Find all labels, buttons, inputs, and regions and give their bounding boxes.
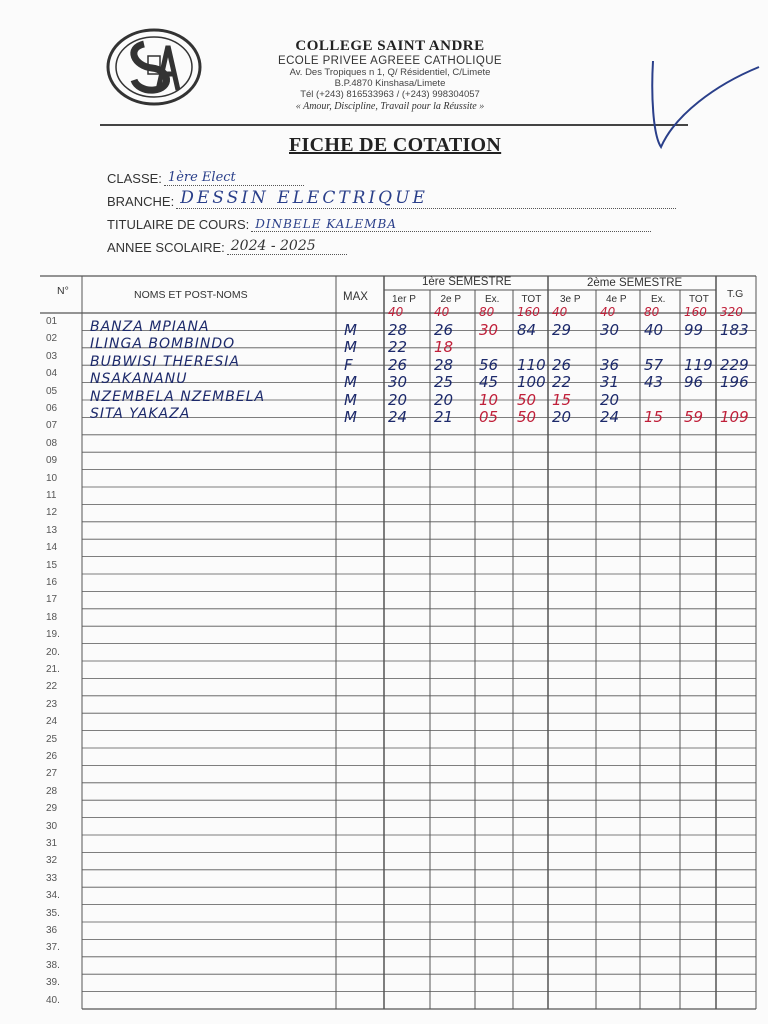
grade-cell: 05	[479, 408, 499, 426]
row-number-label: 16	[46, 577, 58, 588]
student-name: NZEMBELA NZEMBELA	[90, 388, 266, 405]
student-name: BANZA MPIANA	[90, 319, 210, 335]
row-number-label: 17	[46, 594, 58, 606]
row-number-label: 08	[46, 437, 58, 449]
row-number-label: 09	[46, 455, 58, 467]
grade-cell: 24	[388, 408, 408, 426]
row-number-label: 07	[46, 420, 58, 432]
grade-cell: 96	[684, 373, 704, 392]
branche-value: DESSIN ELECTRIQUE	[180, 188, 428, 208]
titulaire-value: DINBELE KALEMBA	[255, 217, 397, 231]
col-header-max: MAX	[343, 291, 368, 303]
annee-label: ANNEE SCOLAIRE:	[107, 240, 225, 255]
grade-cell: 30	[388, 373, 408, 392]
col-header-number: N°	[57, 285, 69, 297]
student-name: ILINGA BOMBINDO	[90, 336, 236, 353]
branche-label: BRANCHE:	[107, 194, 175, 209]
sub-header-cell: Ex.	[485, 294, 500, 305]
annee-value: 2024 - 2025	[230, 238, 316, 254]
row-number-label: 24	[46, 716, 58, 728]
grade-cell: 40	[644, 321, 664, 339]
titulaire-label: TITULAIRE DE COURS:	[107, 217, 250, 232]
grade-cell: 50	[517, 408, 537, 426]
classe-label: CLASSE:	[107, 171, 162, 186]
form-title: FICHE DE COTATION	[289, 134, 502, 156]
sub-header-cell: 3e P	[560, 294, 581, 305]
max-points-cell: 40	[434, 305, 450, 319]
max-points-cell: 80	[479, 305, 495, 319]
grade-cell: 43	[644, 373, 664, 392]
grade-cell: 99	[684, 321, 704, 339]
row-number-label: 23	[46, 698, 58, 710]
max-points-cell: 80	[644, 305, 660, 319]
sub-header-cell: 2e P	[440, 294, 462, 305]
row-number-label: 05	[46, 385, 58, 397]
col-header-total-general: T.G	[727, 288, 744, 300]
row-number-label: 25	[46, 733, 58, 745]
grade-cell: 24	[600, 408, 620, 426]
college-name: COLLEGE SAINT ANDRE	[295, 38, 485, 54]
grade-cell: 119	[684, 355, 713, 374]
school-address: Av. Des Tropiques n 1, Q/ Résidentiel, C/Limete	[289, 67, 491, 79]
grade-cell: 36	[600, 355, 620, 374]
grade-cell: 18	[434, 338, 454, 357]
row-number-label: 40.	[46, 994, 60, 1006]
classe-value: 1ère Elect	[167, 170, 236, 185]
grade-cell: 25	[434, 373, 454, 392]
grade-cell: 22	[552, 373, 572, 392]
max-points-cell: 40	[388, 305, 404, 319]
row-number-label: 26	[46, 751, 58, 762]
sub-header-cell: TOT	[521, 294, 542, 305]
school-motto: « Amour, Discipline, Travail pour la Réussite »	[295, 101, 485, 113]
grade-cell: 30	[479, 321, 499, 339]
grade-cell: 10	[479, 390, 499, 409]
student-sex: M	[344, 373, 357, 392]
grade-cell: 29	[552, 321, 572, 339]
max-points-cell: 160	[684, 305, 707, 319]
grade-cell: 26	[434, 321, 454, 339]
grade-cell: 229	[720, 355, 749, 374]
student-name: BUBWISI THERESIA	[90, 353, 240, 370]
row-number-label: 10	[46, 472, 58, 484]
grade-cell: 56	[479, 355, 499, 374]
grade-cell: 84	[517, 321, 537, 339]
grade-cell: 26	[388, 355, 408, 374]
grade-cell: 57	[644, 355, 664, 374]
grade-cell: 30	[600, 321, 620, 339]
row-number-label: 19.	[46, 629, 60, 641]
row-number-label: 13	[46, 524, 58, 536]
row-number-label: 15	[46, 559, 58, 571]
max-points-cell: 160	[517, 305, 540, 319]
row-number-label: 06	[46, 403, 58, 414]
row-number-label: 02	[46, 333, 58, 345]
grade-cell: 22	[388, 338, 408, 357]
row-number-label: 21.	[46, 664, 60, 675]
max-points-cell: 40	[552, 305, 568, 319]
sub-header-cell: TOT	[689, 294, 709, 305]
row-number-label: 32	[46, 855, 58, 867]
max-points-cell: 40	[600, 305, 616, 319]
grade-cell: 15	[644, 408, 664, 426]
row-number-label: 30	[46, 820, 58, 832]
row-number-label: 37.	[46, 942, 60, 954]
max-points-cell: 320	[720, 305, 743, 319]
grade-cell: 109	[720, 408, 749, 426]
row-number-label: 28	[46, 785, 58, 797]
row-number-label: 01	[46, 316, 58, 327]
grade-cell: 20	[434, 390, 454, 409]
sub-header-cell: 1er P	[392, 294, 416, 305]
school-phone: Tél (+243) 816533963 / (+243) 998304057	[300, 89, 480, 101]
row-number-label: 11	[46, 490, 57, 501]
school-type: ECOLE PRIVEE AGREEE CATHOLIQUE	[278, 55, 502, 68]
row-number-label: 34.	[46, 890, 60, 902]
grade-cell: 45	[479, 373, 499, 392]
student-sex: M	[344, 321, 357, 339]
grade-cell: 20	[600, 390, 620, 409]
row-number-label: 22	[46, 681, 58, 693]
student-sex: M	[344, 408, 357, 426]
grade-cell: 183	[720, 321, 749, 339]
student-sex: F	[344, 355, 353, 374]
student-name: SITA YAKAZA	[90, 406, 191, 422]
row-number-label: 18	[46, 611, 58, 623]
grade-cell: 20	[552, 408, 572, 426]
row-number-label: 39.	[46, 977, 60, 989]
grade-cell: 15	[552, 390, 572, 409]
col-header-semester-1: 1ère SEMESTRE	[422, 276, 512, 288]
row-number-label: 33	[46, 872, 58, 884]
row-number-label: 27	[46, 768, 58, 780]
row-number-label: 20.	[46, 646, 60, 658]
row-number-label: 12	[46, 507, 58, 519]
student-sex: M	[344, 390, 357, 409]
grade-cell: 20	[388, 390, 408, 409]
col-header-names: NOMS ET POST-NOMS	[134, 289, 248, 301]
grade-cell: 110	[517, 355, 546, 374]
grade-cell: 59	[684, 408, 704, 426]
grade-cell: 28	[434, 355, 454, 374]
grade-cell: 31	[600, 373, 620, 392]
row-number-label: 35.	[46, 907, 60, 919]
row-number-label: 29	[46, 803, 58, 815]
student-sex: M	[344, 338, 357, 357]
grade-cell: 26	[552, 355, 572, 374]
row-number-label: 38.	[46, 959, 60, 971]
grade-cell: 28	[388, 321, 408, 339]
row-number-label: 04	[46, 368, 58, 380]
sub-header-cell: 4e P	[606, 294, 627, 305]
grade-cell: 196	[720, 373, 749, 392]
grade-cell: 21	[434, 408, 454, 426]
row-number-label: 03	[46, 350, 58, 362]
row-number-label: 31	[46, 838, 58, 849]
student-name: NSAKANANU	[90, 371, 188, 388]
row-number-label: 14	[46, 542, 58, 554]
school-po-box: B.P.4870 Kinshasa/Limete	[334, 78, 446, 90]
grade-cell: 50	[517, 390, 537, 409]
row-number-label: 36	[46, 925, 58, 936]
sub-header-cell: Ex.	[651, 294, 666, 305]
grade-cell: 100	[517, 373, 546, 392]
col-header-semester-2: 2ème SEMESTRE	[587, 277, 683, 289]
